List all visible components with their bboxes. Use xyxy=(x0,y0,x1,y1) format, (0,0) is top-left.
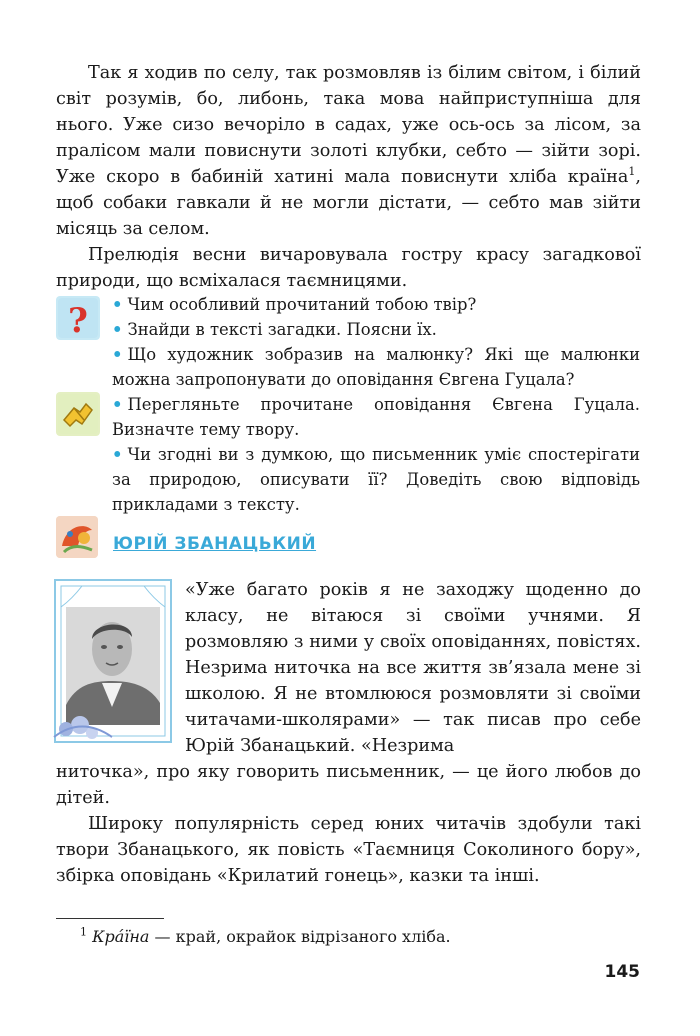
question-item xyxy=(112,292,640,317)
bullet-icon: • xyxy=(112,295,123,314)
footnote-divider xyxy=(56,918,164,919)
footnote-ref[interactable]: 1 xyxy=(628,165,636,179)
works-paragraph: Широку популярність серед юних читачів здобули такі твори Збанацького, як повість «Таємниця Соколиного бору», збірка оповідань «Крилатий гонець», казки та інші. xyxy=(56,814,641,886)
footnote-definition: — край, окрайок відрізаного хліба. xyxy=(149,927,451,946)
author-quote: «Уже багато років я не заходжу щоденно до класу, не вітаюся зі своїми учнями. Я розмовляю з ними у своїх оповіданнях, повістях. Незрима ниточка на все життя зв’язала мене зі школою. Я не втомлююся розмовляти зі своїми читачами-школярами» — так писав про себе Юрій Збанацький. «Незрима xyxy=(185,580,641,756)
question-item xyxy=(112,317,640,342)
bullet-icon: • xyxy=(112,445,123,464)
author-portrait xyxy=(52,577,174,745)
question-text: Перегляньте прочитане оповідання Євгена Гуцала. Визначте тему твору. xyxy=(112,395,640,439)
footnote xyxy=(80,926,640,948)
bullet-icon: • xyxy=(112,320,123,339)
bullet-icon: • xyxy=(112,395,123,414)
question-text: Чи згодні ви з думкою, що письменник уміє спостерігати за природою, описувати її? Доведіть свою відповідь прикладами з тексту. xyxy=(112,445,640,514)
question-text: Що художник зобразив на малюнку? Які ще малюнки можна запропонувати до оповідання Євгена Гуцала? xyxy=(112,345,640,389)
author-quote-continued: ниточка», про яку говорить письменник, — це його любов до дітей. xyxy=(56,762,641,808)
question-item xyxy=(112,392,640,442)
ornament-icon xyxy=(56,516,98,558)
question-item xyxy=(112,342,640,392)
question-text: Чим особливий прочитаний тобою твір? xyxy=(127,295,477,314)
footnote-term: Кра́їна xyxy=(92,927,150,946)
author-name-link[interactable]: ЮРІЙ ЗБАНАЦЬКИЙ xyxy=(113,534,317,554)
questions-list xyxy=(112,292,640,517)
story-paragraph-2: Прелюдія весни вичаровувала гостру красу загадкової природи, що всміхалася таємницями. xyxy=(56,245,641,291)
footnote-marker: 1 xyxy=(80,925,87,939)
story-paragraph-1 xyxy=(56,60,641,242)
story-text: Так я ходив по селу, так розмовляв із білим світом, і білий світ розумів, бо, либонь, така мова найприступніша для нього. Уже сизо вечоріло в садах, уже ось-ось за лісом, за пралісом мали повиснути золоті клубки, себто — зійти зорі. Уже скоро в бабиній хатині мала повиснути хліба країна xyxy=(56,63,641,187)
page-number: 145 xyxy=(604,962,640,982)
question-item xyxy=(112,442,640,517)
question-text: Знайди в тексті загадки. Поясни їх. xyxy=(127,320,437,339)
question-icon xyxy=(56,296,100,340)
story-text-end: , щоб собаки гавкали й не могли дістати, — себто мав зійти місяць за селом. xyxy=(56,167,641,239)
bullet-icon: • xyxy=(112,345,123,364)
svg-text:?: ? xyxy=(68,301,88,340)
handshake-icon xyxy=(56,392,100,436)
